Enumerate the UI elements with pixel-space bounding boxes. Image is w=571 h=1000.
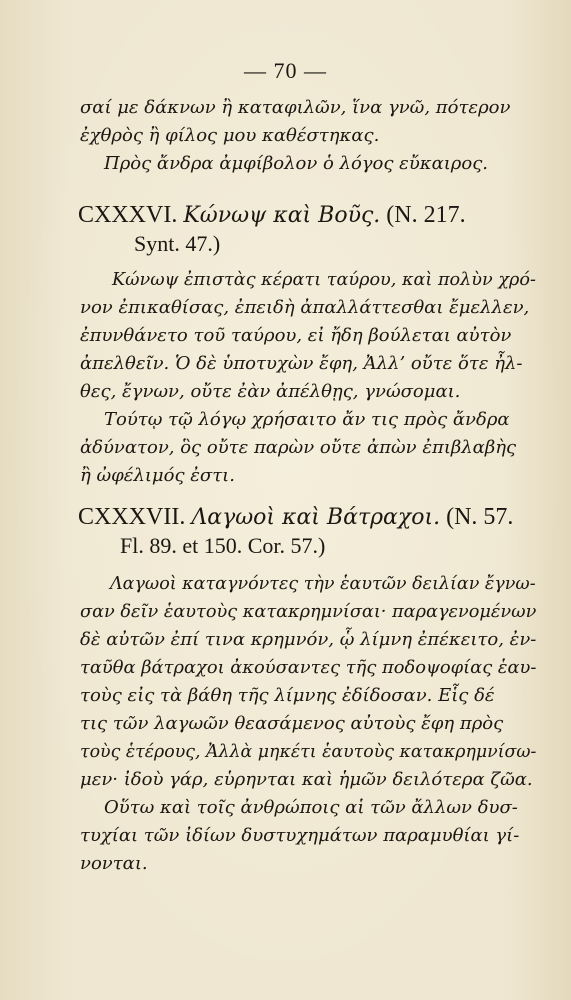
prev-fable-line: ἐχθρὸς ἢ φίλος μου καθέστηκας. (80, 125, 380, 146)
fable-137-title: Λαγωοὶ καὶ Βάτραχοι. (191, 505, 441, 530)
fable-136-moral: Τούτῳ τῷ λόγῳ χρήσαιτο ἄν τις πρὸς ἄνδρα (104, 409, 510, 430)
fable-136-moral: ἀδύνατον, ὃς οὔτε παρὼν οὔτε ἀπὼν ἐπιβλαβὴς (80, 437, 517, 458)
fable-137-line: ταῦθα βάτραχοι ἀκούσαντες τῆς ποδοψοφίας ἑαυ- (80, 657, 537, 678)
fable-136-line: θες, ἔγνων, οὔτε ἐὰν ἀπέλθῃς, γνώσομαι. (80, 381, 461, 402)
fable-136-moral: ἢ ὠφέλιμός ἐστι. (80, 465, 235, 486)
fable-137-number: CXXXVII. (78, 504, 186, 530)
fable-136-line: Κώνωψ ἐπιστὰς κέρατι ταύρου, καὶ πολὺν χρό- (112, 269, 536, 290)
fable-137-line: μεν· ἰδοὺ γάρ, εὑρηνται καὶ ἡμῶν δειλότερα ζῶα. (80, 769, 533, 790)
fable-136-title: Κώνωψ καὶ Βοῦς. (183, 203, 381, 228)
fable-136-line: ἀπελθεῖν. Ὁ δὲ ὑποτυχὼν ἔφη, Ἀλλ’ οὔτε ὅτε ἦλ- (80, 353, 523, 374)
prev-fable-moral: Πρὸς ἄνδρα ἀμφίβολον ὁ λόγος εὔκαιρος. (104, 153, 489, 174)
fable-136-number: CXXXVI. (78, 202, 178, 228)
prev-fable-line: σαί με δάκνων ἢ καταφιλῶν, ἵνα γνῶ, πότερον (80, 97, 511, 118)
fable-137-moral: νονται. (80, 853, 148, 874)
fable-137-line: τοὺς εἰς τὰ βάθη τῆς λίμνης ἐδίδοσαν. Εἷς δέ (80, 685, 495, 706)
fable-136-heading (78, 200, 466, 231)
fable-136-line: ἐπυνθάνετο τοῦ ταύρου, εἰ ἤδη βούλεται αὐτὸν (80, 325, 512, 346)
fable-137-moral: τυχίαι τῶν ἰδίων δυστυχημάτων παραμυθίαι γί- (80, 825, 520, 846)
page-number: — 70 — (244, 58, 327, 83)
fable-137-moral: Οὕτω καὶ τοῖς ἀνθρώποις αἱ τῶν ἄλλων δυσ- (104, 797, 518, 818)
fable-136-reference: (N. 217. (386, 202, 466, 228)
fable-137-reference: (N. 57. (446, 504, 514, 530)
fable-137-line: τις τῶν λαγωῶν θεασάμενος αὐτοὺς ἔφη πρὸς (80, 713, 504, 734)
fable-136-reference-cont: Synt. 47.) (134, 231, 221, 256)
fable-137-reference-cont: Fl. 89. et 150. Cor. 57.) (120, 533, 326, 558)
fable-137-line: δὲ αὐτῶν ἐπί τινα κρημνόν, ᾧ λίμνη ἐπέκειτο, ἐν- (80, 629, 537, 650)
fable-137-line: τοὺς ἑτέρους, Ἀλλὰ μηκέτι ἑαυτοὺς κατακρημνίσω- (80, 741, 537, 762)
fable-137-line: σαν δεῖν ἑαυτοὺς κατακρημνίσαι· παραγενομένων (80, 601, 537, 622)
fable-137-line: Λαγωοὶ καταγνόντες τὴν ἑαυτῶν δειλίαν ἔγνω- (110, 573, 536, 594)
fable-136-line: νον ἐπικαθίσας, ἐπειδὴ ἀπαλλάττεσθαι ἔμελλεν, (80, 297, 530, 318)
fable-137-heading (78, 502, 513, 533)
